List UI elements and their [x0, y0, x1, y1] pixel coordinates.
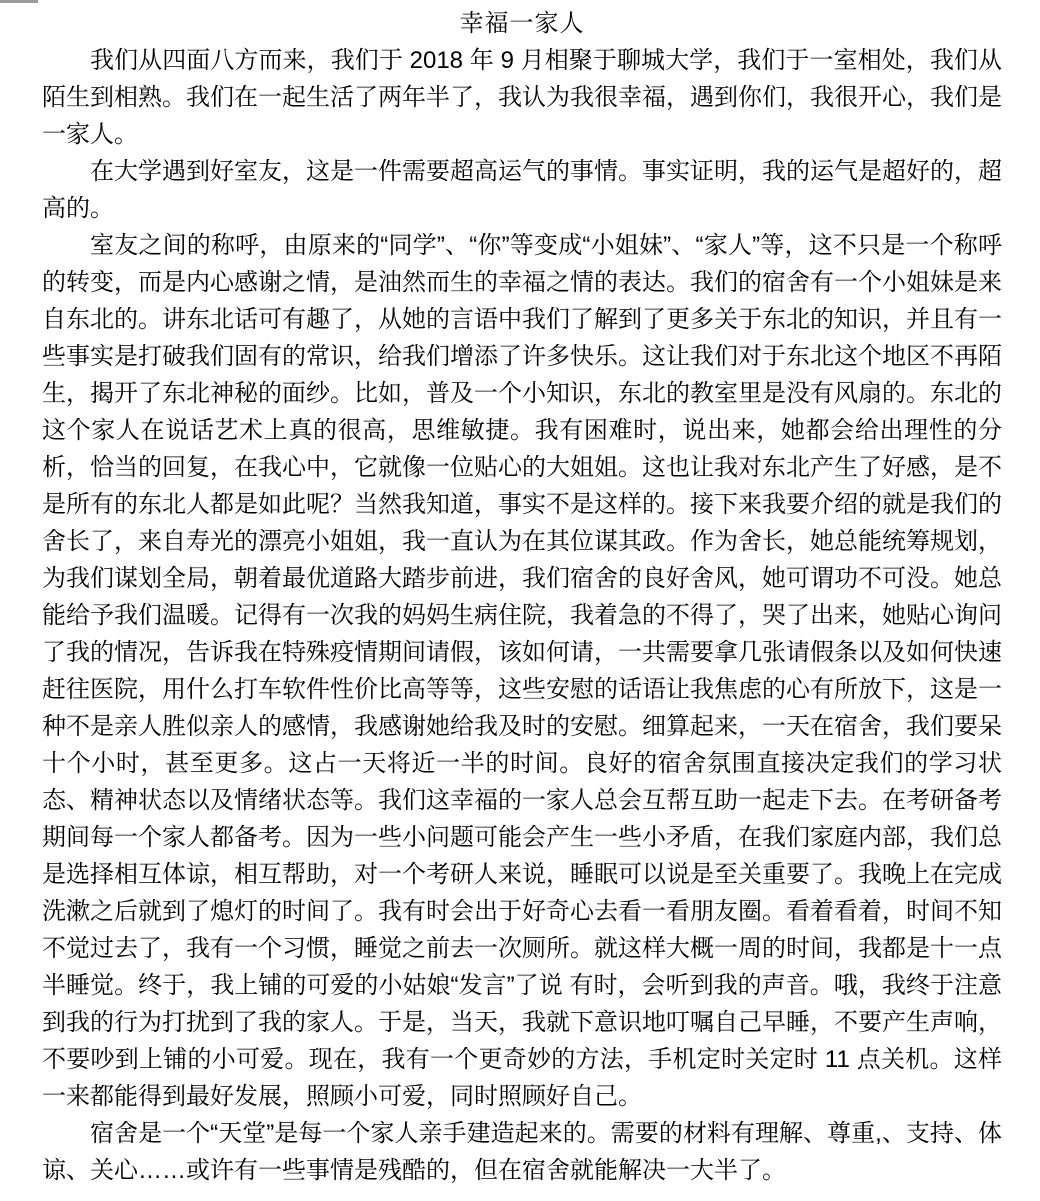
scrollbar-fragment: [0, 0, 38, 3]
paragraph-intro: 我们从四面八方而来，我们于 2018 年 9 月相聚于聊城大学，我们于一室相处，我们从陌生到相熟。我们在一起生活了两年半了，我认为我很幸福，遇到你们，我很开心，我们是一家人。: [42, 47, 1002, 148]
paragraph-roommates: 室友之间的称呼，由原来的“同学”、“你”等变成“小姐妹”、“家人”等，这不只是一个称呼的转变，而是内心感谢之情，是油然而生的幸福之情的表达。我们的宿舍有一个小姐妹是来自东北的。讲东北话可有趣了，从她的言语中我们了解到了更多关于东北的知识，并且有一些事实是打破我们固有的常识，给我们增添了许多快乐。这让我们对于东北这个地区不再陌生，揭开了东北神秘的面纱。比如，普及一个小知识，东北的教室里是没有风扇的。东北的这个家人在说话艺术上真的很高，思维敏捷。我有困难时，说出来，她都会给出理性的分析，恰当的回复，在我心中，它就像一位贴心的大姐姐。这也让我对东北产生了好感，是不是所有的东北人都是如此呢？当然我知道，事实不是这样的。接下来我要介绍的就是我们的舍长了，来自寿光的漂亮小姐姐，我一直认为在其位谋其政。作为舍长，她总能统筹规划，为我们谋划全局，朝着最优道路大踏步前进，我们宿舍的良好舍风，她可谓功不可没。她总能给予我们温暖。记得有一次我的妈妈生病住院，我着急的不得了，哭了出来，她贴心询问了我的情况，告诉我在特殊疫情期间请假，该如何请，一共需要拿几张请假条以及如何快速赶往医院，用什么打车软件性价比高等等，这些安慰的话语让我焦虑的心有所放下，这是一种不是亲人胜似亲人的感情，我感谢她给我及时的安慰。细算起来，一天在宿舍，我们要呆十个小时，甚至更多。这占一天将近一半的时间。良好的宿舍氛围直接决定我们的学习状态、精神状态以及情绪状态等。我们这幸福的一家人总会互帮互助一起走下去。在考研备考期间每一个家人都备考。因为一些小问题可能会产生一些小矛盾，在我们家庭内部，我们总是选择相互体谅，相互帮助，对一个考研人来说，睡眠可以说是至关重要了。我晚上在完成洗漱之后就到了熄灯的时间了。我有时会出于好奇心去看一看朋友圈。看着看着，时间不知不觉过去了，我有一个习惯，睡觉之前去一次厕所。就这样大概一周的时间，我都是十一点半睡觉。终于，我上铺的可爱的小姑娘“发言”了说 有时，会听到我的声音。哦，我终于注意到我的行为打扰到了我的家人。于是，当天，我就下意识地叮嘱自己早睡，不要产生声响，不要吵到上铺的小可爱。现在，我有一个更奇妙的方法，手机定时关定时 11 点关机。这样一来都能得到最好发展，照顾小可爱，同时照顾好自己。: [42, 232, 1002, 1110]
document-title: 幸福一家人: [459, 10, 585, 37]
paragraph-luck: 在大学遇到好室友，这是一件需要超高运气的事情。事实证明，我的运气是超好的，超高的。: [42, 158, 1002, 222]
paragraph-conclusion: 宿舍是一个“天堂”是每一个家人亲手建造起来的。需要的材料有理解、尊重,、支持、体谅、关心……或许有一些事情是残酷的，但在宿舍就能解决一大半了。: [42, 1120, 1002, 1184]
